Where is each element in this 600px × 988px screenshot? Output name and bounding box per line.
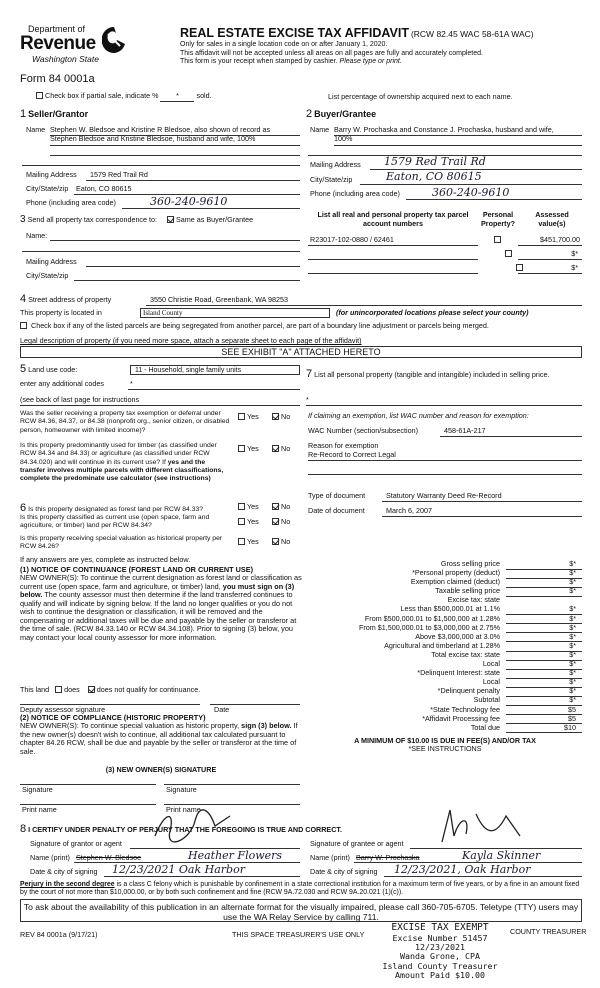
grantor-date-city[interactable]: 12/23/2021 Oak Harbor xyxy=(112,863,245,876)
q6-num: 6 xyxy=(20,502,27,514)
tax-row-line xyxy=(506,669,582,670)
located-label: This property is located in xyxy=(20,308,102,317)
tax-row-line xyxy=(506,641,582,642)
notice1-bold: you must sign on (3) below. xyxy=(20,581,295,600)
q4-yes[interactable] xyxy=(238,518,245,525)
notice2-p1: NEW OWNER(S): To continue special valuation as historic property, xyxy=(20,721,240,731)
additional-codes-label: enter any additional codes xyxy=(20,379,104,388)
grantor-print-label: Name (print) xyxy=(30,853,70,862)
tax-row-line xyxy=(506,723,582,724)
buyer-num: 2 xyxy=(306,108,313,120)
parcel-header: List all real and personal property tax parcel account numbers xyxy=(317,210,469,228)
tax-row-value[interactable]: $* xyxy=(569,668,576,678)
tax-row-line xyxy=(506,587,582,588)
minimum-due: A MINIMUM OF $10.00 IS DUE IN FEE(S) AND/OR TAX xyxy=(354,736,536,745)
tax-row-value[interactable]: $* xyxy=(569,649,576,659)
tax-row-value[interactable]: $* xyxy=(569,604,576,614)
tax-row-line xyxy=(506,705,582,706)
stamp-line-2: Excise Number 51457 xyxy=(392,932,488,943)
q3-text: Is this property designated as forest land per RCW 84.33? xyxy=(28,506,204,513)
seller-num: 1 xyxy=(20,108,27,120)
legal-description[interactable]: SEE EXHIBIT "A" ATTACHED HERETO xyxy=(20,346,582,358)
treasurer-stamp xyxy=(380,923,500,981)
tax-row-label: Total due xyxy=(470,722,500,732)
answers-text: If any answers are yes, complete as instructed below. xyxy=(20,555,191,564)
personal-list[interactable]: * xyxy=(306,395,309,404)
tax-row-value[interactable]: $* xyxy=(569,559,576,568)
seller-phone[interactable]: 360-240-9610 xyxy=(150,195,228,208)
see-instructions-tax: *SEE INSTRUCTIONS xyxy=(408,744,482,753)
buyer-name-label: Name xyxy=(310,125,330,134)
county-select[interactable]: Island County xyxy=(140,308,330,318)
grantor-hand-name[interactable]: Heather Flowers xyxy=(188,849,283,862)
q4-no[interactable] xyxy=(272,518,279,525)
q2-text: Is this property predominantly used for timber (as classified under RCW 84.34 and 84.33) or agriculture (as classified under RCW 84.34.020) and will continue in its current use? If xyxy=(20,442,217,466)
sig-grantor-label: Signature of grantor or agent xyxy=(30,839,122,848)
segregate-text: Check box if any of the listed parcels are being segregated from another parcel, are part of a boundary line adjustment or parcels being merged. xyxy=(31,321,489,330)
assessed-value-2[interactable]: $* xyxy=(571,249,578,258)
corr-name-label: Name: xyxy=(26,231,48,240)
seller-name-label: Name xyxy=(26,125,46,134)
partial-pct[interactable]: * xyxy=(160,92,194,102)
tax-row-line xyxy=(506,569,582,570)
grantee-date-label: Date & city of signing xyxy=(310,867,378,876)
q2-yes[interactable] xyxy=(238,445,245,452)
q2-no[interactable] xyxy=(272,445,279,452)
tax-row-line xyxy=(506,651,582,652)
tax-row-line xyxy=(506,623,582,624)
tax-row-label: *Delinquent Interest: state xyxy=(417,668,500,678)
grantee-date-city[interactable]: 12/23/2021, Oak Harbor xyxy=(394,863,531,876)
tax-row-value[interactable]: $5 xyxy=(568,704,576,714)
grantor-date-label: Date & city of signing xyxy=(30,867,98,876)
form-number: Form 84 0001a xyxy=(20,73,95,85)
corr-city-label: City/State/zip xyxy=(26,271,69,280)
tax-row-line xyxy=(506,696,582,697)
form-title: REAL ESTATE EXCISE TAX AFFIDAVIT xyxy=(180,26,409,40)
grantor-print-name[interactable]: Stephen W. Bledsoe xyxy=(76,853,142,862)
logo xyxy=(18,24,128,72)
tax-row-value[interactable]: $* xyxy=(569,631,576,641)
tax-row-value[interactable]: $* xyxy=(569,577,576,587)
this-land: This land xyxy=(20,685,50,694)
reason-value[interactable]: Re-Record to Correct Legal xyxy=(308,450,396,459)
personal-num: 7 xyxy=(306,368,313,380)
owner-sig-label-2: Signature xyxy=(166,785,197,794)
form-rcw: (RCW 82.45 WAC 58-61A WAC) xyxy=(410,29,534,39)
corr-same: Same as Buyer/Grantee xyxy=(176,215,254,224)
tax-row-label: From $1,500,000.01 to $3,000,000 at 2.75% xyxy=(358,622,500,632)
street-address[interactable]: 3550 Christie Road, Greenbank, WA 98253 xyxy=(150,295,288,304)
tax-row-value[interactable]: $* xyxy=(569,622,576,632)
notice1-p1: NEW OWNER(S): To continue the current designation as forest land or classification as current use (open space, farm and agriculture, or timber) land, xyxy=(20,573,302,591)
tax-row-label: Agricultural and timberland at 1.28% xyxy=(384,640,500,650)
county-treasurer: COUNTY TREASURER xyxy=(510,927,587,936)
personal-header: Personal Property? xyxy=(481,210,515,228)
same-as-buyer-checkbox[interactable] xyxy=(167,216,174,223)
tax-row-value[interactable]: $* xyxy=(569,686,576,696)
dept-of-text: Department of xyxy=(28,24,86,34)
tax-row-label: *Affidavit Processing fee xyxy=(422,713,500,723)
grantee-print-name[interactable]: Barry W. Prochaska xyxy=(356,853,420,862)
tax-row-value[interactable]: $* xyxy=(569,659,576,669)
q4-text: Is this property classified as current use (open space, farm and agriculture, or timber) land per RCW 84.34? xyxy=(20,514,210,530)
buyer-title: Buyer/Grantee xyxy=(314,109,377,119)
doc-date[interactable]: March 6, 2007 xyxy=(386,506,432,515)
landuse-select[interactable]: 11 - Household, single family units xyxy=(130,365,300,375)
stamp-line-4: Wanda Grone, CPA xyxy=(400,951,480,962)
tax-row-value[interactable]: $5 xyxy=(568,713,576,723)
buyer-phone-label: Phone (including area code) xyxy=(310,189,400,198)
reason-label: Reason for exemption xyxy=(308,441,379,450)
notice1-title: (1) NOTICE OF CONTINUANCE (FOREST LAND OR CURRENT USE) xyxy=(20,565,254,574)
owner-print-label-1: Print name xyxy=(22,805,57,814)
header-line-3-italic: Please type or print. xyxy=(339,58,402,66)
assessed-header: Assessed value(s) xyxy=(535,210,569,228)
rev-number: REV 84 0001a (9/17/21) xyxy=(20,930,98,939)
revenue-logo-icon xyxy=(102,26,126,54)
tax-row-value[interactable]: $* xyxy=(569,568,576,578)
seller-name[interactable]: Stephen W. Bledsoe and Kristine R Bledsoe, also shown of record as Stephen Bledsoe and Kristine Bledsoe, husband and wife, 100% xyxy=(50,125,271,143)
legal-label: Legal description of property (if you need more space, attach a separate sheet to each page of the affidavit) xyxy=(20,336,362,345)
tax-row-line xyxy=(506,687,582,688)
exemption-claim: If claiming an exemption, list WAC number and reason for exemption: xyxy=(308,411,529,420)
assessed-value-1[interactable]: $451,700.00 xyxy=(540,235,580,244)
q5-no[interactable] xyxy=(272,538,279,545)
grantee-signature[interactable] xyxy=(436,806,526,848)
header-line-1: Only for sales in a single location code on or after January 1, 2020. xyxy=(180,41,388,48)
tax-row-value[interactable]: $* xyxy=(569,640,576,650)
certify-text: I CERTIFY UNDER PENALTY OF PERJURY THAT THE FOREGOING IS TRUE AND CORRECT. xyxy=(28,825,342,834)
tax-row-line xyxy=(506,714,582,715)
stamp-line-3: 12/23/2021 xyxy=(415,942,465,953)
see-instructions: (see back of last page for instructions xyxy=(20,395,140,404)
treasurer-only: THIS SPACE TREASURER'S USE ONLY xyxy=(232,930,365,939)
tax-row-label: Exemption claimed (deduct) xyxy=(410,577,500,587)
personal-checkbox-2[interactable] xyxy=(505,250,512,257)
q2-bold: yes and the transfer involves multiple parcels with different classifications, complete the predominate use calculator (see instructions) xyxy=(20,458,224,483)
perjury-text: is a class C felony which is punishable by confinement in a state correctional institution for a maximum term of five years, or by a fine in an amount fixed by the court of not more than $10,000.00, or by both such confinement and fine (RCW 9A.72.030 and RCW 9A.20.021 (1)(c)). xyxy=(20,881,580,897)
q1-text: Was the seller receiving a property tax exemption or deferral under RCW 84.36, 84.37, or 84.38 (nonprofit org., senior citizen, or disabled person, homeowner with limited income)? xyxy=(20,410,230,434)
tax-row-label: *Personal property (deduct) xyxy=(412,568,500,578)
buyer-city-label: City/State/zip xyxy=(310,175,353,184)
revenue-text: Revenue xyxy=(20,33,96,54)
landuse-num: 5 xyxy=(20,363,27,375)
corr-num: 3 xyxy=(20,214,26,225)
sig-grantee-label: Signature of grantee or agent xyxy=(310,839,404,848)
tax-row-line xyxy=(506,732,582,733)
buyer-phone[interactable]: 360-240-9610 xyxy=(432,186,510,199)
notice2-bold: sign (3) below. xyxy=(241,721,292,731)
seller-title: Seller/Grantor xyxy=(28,109,89,119)
tax-row-label: Excise tax: state xyxy=(447,595,500,605)
address-label: Street address of property xyxy=(28,295,112,304)
buyer-name[interactable]: Barry W. Prochaska and Constance J. Prochaska, husband and wife, 100% xyxy=(334,125,554,143)
doc-type-label: Type of document xyxy=(308,491,366,500)
tax-row-line xyxy=(506,660,582,661)
personal-checkbox-1[interactable] xyxy=(494,236,501,243)
buyer-mail-label: Mailing Address xyxy=(310,160,361,169)
buyer-city[interactable]: Eaton, CO 80615 xyxy=(386,170,482,183)
owner-sig-label-1: Signature xyxy=(22,785,53,794)
tax-row-line xyxy=(506,614,582,615)
partial-sold: sold. xyxy=(196,91,212,100)
seller-phone-label: Phone (including area code) xyxy=(26,198,116,207)
tax-row-label: Less than $500,000.01 at 1.1% xyxy=(400,604,500,614)
stamp-line-6: Amount Paid $10.00 xyxy=(395,970,485,981)
assessed-value-3[interactable]: $* xyxy=(571,263,578,272)
grantee-hand-name[interactable]: Kayla Skinner xyxy=(462,849,541,862)
parcel-number[interactable]: R23017-102-0880 / 62461 xyxy=(310,235,394,244)
segregate-checkbox[interactable] xyxy=(20,322,27,329)
tax-labels xyxy=(300,560,500,733)
corr-mail-label: Mailing Address xyxy=(26,257,77,266)
tax-row-value[interactable]: $* xyxy=(569,586,576,596)
unincorporated-note: (for unincorporated locations please select your county) xyxy=(336,308,529,317)
partial-sale-checkbox[interactable] xyxy=(36,92,43,99)
certify-num: 8 xyxy=(20,823,27,835)
address-num: 4 xyxy=(20,293,27,305)
personal-text: List all personal property (tangible and intangible) included in selling price. xyxy=(314,370,550,379)
deputy-sig-label: Deputy assessor signature xyxy=(20,705,106,714)
notice1-p2: The county assessor must then determine if the land transferred continues to qualify and will indicate by signing below. If the land no longer qualifies or you do not wish to continue the designation or classification, it will be removed and the compensating or additional taxes will be due and payable by the seller or transferor at the time of sale. (RCW 84.33.140 or RCW 84.34.108). Prior to signing (3) below, you may contact your local county assessor for more information. xyxy=(20,590,297,642)
seller-city-label: City/State/zip xyxy=(26,184,69,193)
grantee-print-label: Name (print) xyxy=(310,853,350,862)
tax-row-line xyxy=(506,678,582,679)
not-qualify-text: does not qualify for continuance. xyxy=(96,685,201,694)
corr-text: Send all property tax correspondence to: xyxy=(27,215,158,224)
deputy-date-label: Date xyxy=(214,705,230,714)
perjury-bold: Perjury in the second degree xyxy=(20,881,115,888)
buyer-mail[interactable]: 1579 Red Trail Rd xyxy=(384,155,486,168)
does-checkbox[interactable] xyxy=(55,686,62,693)
tax-row-label: From $500,000.01 to $1,500,000 at 1.28% xyxy=(364,613,500,623)
ada-notice: To ask about the availability of this publication in an alternate format for the visually impaired, please call 360-705-6705. Teletype (TTY) users may use the WA Relay Service by calling 711. xyxy=(20,899,582,922)
q3-no[interactable] xyxy=(272,503,279,510)
tax-row-value[interactable]: $* xyxy=(569,677,576,687)
tax-row-line xyxy=(506,632,582,633)
q1-yes[interactable] xyxy=(238,413,245,420)
tax-row-label: Taxable selling price xyxy=(435,586,500,596)
tax-row-value[interactable]: $10 xyxy=(564,722,576,732)
grantor-signature[interactable] xyxy=(150,806,240,846)
tax-row-label: Subtotal xyxy=(473,695,500,705)
owner-print-label-2: Print name xyxy=(166,805,201,814)
tax-row-label: Local xyxy=(482,677,500,687)
q1-no[interactable] xyxy=(272,413,279,420)
header-line-3: This form is your receipt when stamped by cashier. xyxy=(180,58,338,66)
stamp-line-5: Island County Treasurer xyxy=(382,960,498,971)
q5-text: Is this property receiving special valuation as historical property per RCW 84.26? xyxy=(20,535,223,551)
tax-row-label: Above $3,000,000 at 3.0% xyxy=(415,631,500,641)
partial-sale-text: Check box if partial sale, indicate % xyxy=(45,91,159,100)
q5-yes[interactable] xyxy=(238,538,245,545)
wac-label: WAC Number (section/subsection) xyxy=(308,426,418,435)
tax-row-label: Total excise tax: state xyxy=(431,649,500,659)
q3-yes[interactable] xyxy=(238,503,245,510)
seller-city[interactable]: Eaton, CO 80615 xyxy=(76,184,132,193)
tax-row-label: *Delinquent penalty xyxy=(437,686,500,696)
tax-row-label: *State Technology fee xyxy=(430,704,500,714)
tax-row-value[interactable]: $* xyxy=(569,695,576,705)
stamp-line-1: EXCISE TAX EXEMPT xyxy=(391,922,489,933)
additional-codes[interactable]: * xyxy=(130,379,133,388)
tax-row-label: Local xyxy=(482,659,500,669)
landuse-label: Land use code: xyxy=(28,365,78,374)
tax-row-line xyxy=(506,578,582,579)
notice2-p2: If the new owner(s) doesn't wish to continue, all additional tax calculated pursuant to chapter 84.26 RCW, shall be due and payable by the seller or transferor at the time of sale. xyxy=(20,721,298,756)
list-percentage: List percentage of ownership acquired next to each name. xyxy=(328,92,513,101)
tax-row-label: Gross selling price xyxy=(440,559,500,568)
seller-mail[interactable]: 1579 Red Trail Rd xyxy=(90,170,148,179)
doc-type[interactable]: Statutory Warranty Deed Re-Record xyxy=(386,491,502,500)
header-line-2: This affidavit will not be accepted unless all areas on all pages are fully and accurately completed. xyxy=(180,49,483,57)
doc-date-label: Date of document xyxy=(308,506,365,515)
new-owner-sig-title: (3) NEW OWNER(S) SIGNATURE xyxy=(105,765,217,774)
tax-row-value[interactable]: $* xyxy=(569,613,576,623)
notice2-title: (2) NOTICE OF COMPLIANCE (HISTORIC PROPERTY) xyxy=(20,713,206,722)
seller-mail-label: Mailing Address xyxy=(26,170,77,179)
wac-number[interactable]: 458-61A-217 xyxy=(444,426,486,435)
state-text: Washington State xyxy=(32,54,99,64)
not-qualify-checkbox[interactable] xyxy=(88,686,95,693)
tax-row-value[interactable] xyxy=(520,596,576,605)
tax-row-line xyxy=(506,596,582,597)
